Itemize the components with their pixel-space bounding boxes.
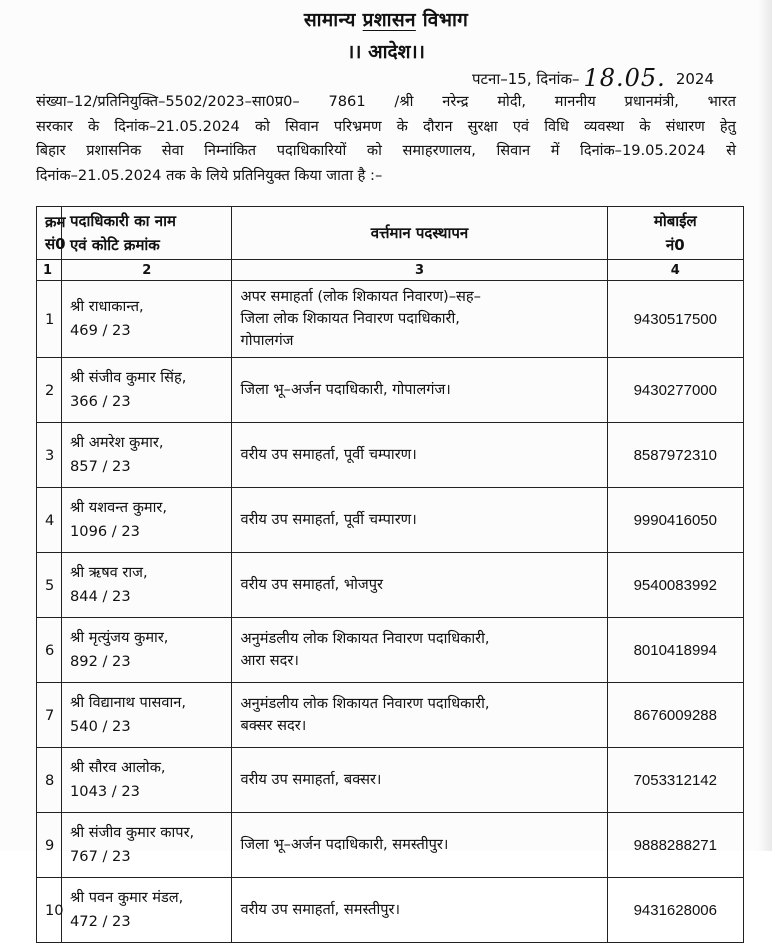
table-row [37,281,744,358]
place-date-line [472,64,714,92]
cadre-code: 366 / 23 [70,393,131,410]
column-number: 4 [607,260,743,281]
posting-line: अनुमंडलीय लोक शिकायत निवारण पदाधिकारी, [240,630,490,647]
serial-number: 9 [37,813,62,878]
table-row [37,358,744,423]
column-number: 3 [232,260,607,281]
handwritten-date: 18.05. [583,64,666,92]
officer-cell [62,813,232,878]
mobile-number: 9430277000 [607,358,743,423]
officer-name: श्री राधाकान्त, [70,298,144,315]
posting-line: वरीय उप समाहर्ता, बक्सर। [240,771,382,788]
posting-line: आरा सदर। [240,652,299,669]
current-posting [232,618,607,683]
department-heading [0,6,772,32]
serial-number: 2 [37,358,62,423]
posting-line: जिला भू–अर्जन पदाधिकारी, गोपालगंज। [240,381,451,398]
header-name-line: एवं कोटि क्रमांक [70,236,160,254]
header-serial [37,207,66,260]
officer-cell [62,281,232,358]
current-posting [232,683,607,748]
officer-cell [62,358,232,423]
serial-number: 1 [37,281,62,358]
posting-line: अपर समाहर्ता (लोक शिकायत निवारण)–सह– [240,288,481,305]
officer-cell [62,423,232,488]
page-edge-shadow [758,0,772,851]
mobile-number: 9990416050 [607,488,743,553]
current-posting [232,748,607,813]
department-prefix: सामान्य [303,9,356,31]
officer-name: श्री यशवन्त कुमार, [70,499,168,516]
officer-cell [62,748,232,813]
cadre-code: 472 / 23 [70,913,131,930]
current-posting [232,423,607,488]
body-line: संख्या–12/प्रतिनियुक्ति–5502/2023–सा0प्र0– 7861 /श्री नरेन्द्र मोदी, माननीय प्रधानमंत्री, भारत [36,93,736,110]
officer-name: श्री अमरेश कुमार, [70,434,164,451]
column-number: 1 [37,260,62,281]
header-serial-line: क्रम [45,213,66,231]
officer-name: श्री संजीव कुमार कापर, [70,824,195,841]
body-line: बिहार प्रशासनिक सेवा निम्नांकित पदाधिकारियों को समाहरणालय, सिवान में दिनांक–19.05.2024 से [36,142,736,159]
header-serial-line: सं0 [45,235,66,253]
header-posting: वर्त्तमान पदस्थापन [232,207,607,260]
posting-line: वरीय उप समाहर्ता, पूर्वी चम्पारण। [240,446,417,463]
officer-cell [62,488,232,553]
order-title: ।। आदेश।। [347,41,425,63]
table-row [37,423,744,488]
serial-number: 6 [37,618,62,683]
mobile-number: 8676009288 [607,683,743,748]
mobile-number: 9431628006 [607,878,743,943]
serial-number: 7 [37,683,62,748]
table-row [37,813,744,878]
body-line: सरकार के दिनांक–21.05.2024 को सिवान परिभ्रमण के दौरान सुरक्षा एवं विधि व्यवस्था के संधारण हेतु [36,117,736,135]
officer-cell [62,683,232,748]
mobile-number: 7053312142 [607,748,743,813]
cadre-code: 1043 / 23 [70,783,140,800]
table-row [37,488,744,553]
cadre-code: 1096 / 23 [70,523,140,540]
serial-number: 8 [37,748,62,813]
officer-name: श्री विद्यानाथ पासवान, [70,694,187,711]
current-posting [232,878,607,943]
officer-name: श्री मृत्युंजय कुमार, [70,629,169,646]
cadre-code: 540 / 23 [70,718,131,735]
body-line: दिनांक–21.05.2024 तक के लिये प्रतिनियुक्त किया जाता है :– [36,166,383,184]
mobile-number: 8010418994 [607,618,743,683]
column-number-row [37,260,744,281]
officer-cell [62,878,232,943]
posting-line: जिला लोक शिकायत निवारण पदाधिकारी, [240,310,460,327]
table-body [37,281,744,943]
posting-line: बक्सर सदर। [240,717,307,734]
table-row [37,618,744,683]
serial-number: 4 [37,488,62,553]
department-suffix: विभाग [422,9,469,31]
mobile-number: 9430517500 [607,281,743,358]
current-posting [232,281,607,358]
officer-cell [62,553,232,618]
header-mobile-line: मोबाईल [653,212,697,230]
serial-number: 10 [37,878,62,943]
header-mobile-line: नं0 [665,236,685,254]
officer-name: श्री सौरव आलोक, [70,759,166,776]
current-posting [232,488,607,553]
posting-line: अनुमंडलीय लोक शिकायत निवारण पदाधिकारी, [240,695,490,712]
mobile-number: 8587972310 [607,423,743,488]
posting-line: जिला भू–अर्जन पदाधिकारी, समस्तीपुर। [240,836,449,853]
cadre-code: 767 / 23 [70,848,131,865]
current-posting [232,358,607,423]
current-posting [232,553,607,618]
mobile-number: 9540083992 [607,553,743,618]
table-row [37,553,744,618]
posting-line: वरीय उप समाहर्ता, समस्तीपुर। [240,901,401,918]
posting-line: वरीय उप समाहर्ता, भोजपुर [240,576,384,593]
header-mobile [607,207,743,260]
department-underlined: प्रशासन [362,9,416,31]
place-label: पटना–15, दिनांक– [471,70,580,88]
table-row [37,878,744,943]
officer-cell [62,618,232,683]
posting-line: गोपालगंज [240,332,294,349]
table-header-row [37,207,744,260]
cadre-code: 892 / 23 [70,653,131,670]
current-posting [232,813,607,878]
posting-line: वरीय उप समाहर्ता, पूर्वी चम्पारण। [240,511,417,528]
serial-number: 3 [37,423,62,488]
cadre-code: 469 / 23 [70,322,131,339]
header-name-line: पदाधिकारी का नाम [70,212,176,230]
cadre-code: 857 / 23 [70,458,131,475]
date-year: 2024 [675,70,714,88]
header-name [62,207,232,260]
order-body-paragraph [36,90,736,188]
officer-deployment-table [36,206,744,943]
officer-name: श्री पवन कुमार मंडल, [70,889,184,906]
table-row [37,683,744,748]
cadre-code: 844 / 23 [70,588,131,605]
officer-name: श्री संजीव कुमार सिंह, [70,369,187,386]
table-row [37,748,744,813]
column-number: 2 [62,260,232,281]
mobile-number: 9888288271 [607,813,743,878]
officer-name: श्री ऋषव राज, [70,564,148,581]
serial-number: 5 [37,553,62,618]
